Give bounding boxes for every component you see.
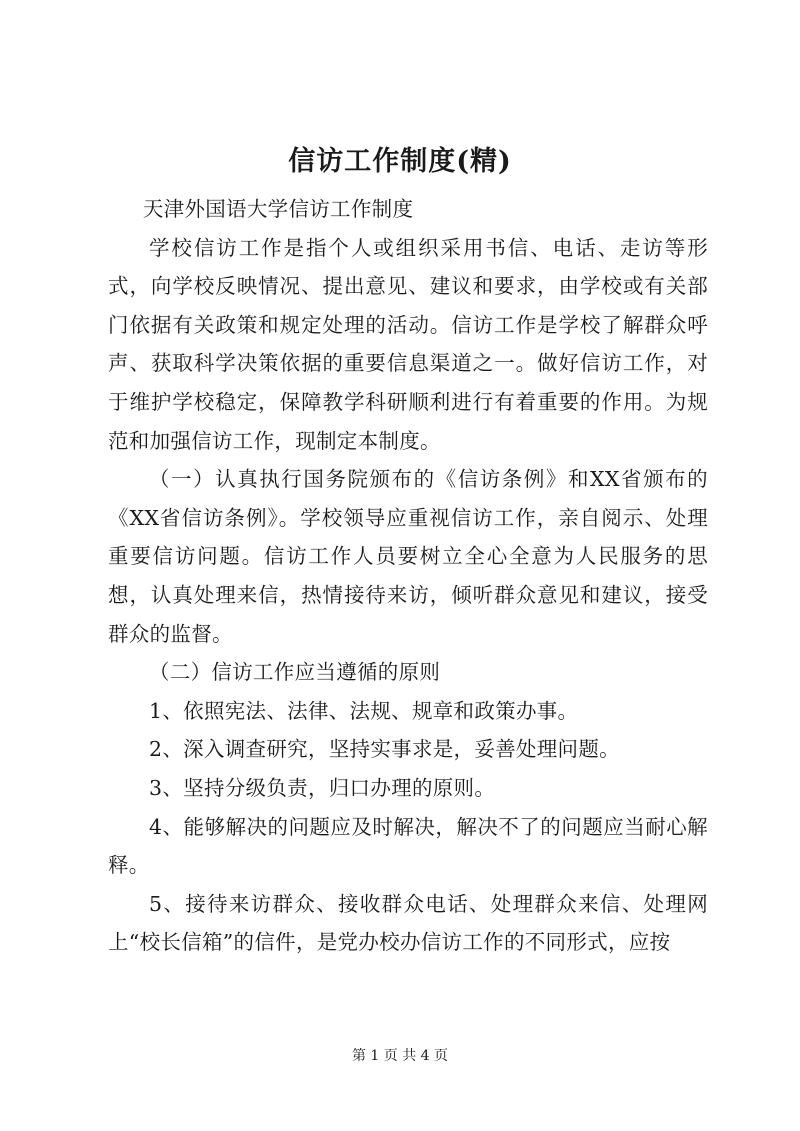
principle-item-1: 1、依照宪法、法律、法规、规章和政策办事。 bbox=[149, 698, 579, 723]
section-two-heading: （二）信访工作应当遵循的原则 bbox=[149, 660, 441, 685]
subtitle-paragraph: 天津外国语大学信访工作制度 bbox=[142, 197, 414, 221]
document-title: 信访工作制度(精) bbox=[288, 146, 512, 177]
principle-item-4: 4、能够解决的问题应及时解决，解决不了的问题应当耐心解释。 bbox=[108, 814, 708, 878]
page-number-footer: 第 1 页 共 4 页 bbox=[351, 1048, 449, 1064]
principle-item-5: 5、接待来访群众、接收群众电话、处理群众来信、处理网上“校长信箱”的信件，是党办校办信访工作的不同形式，应按 bbox=[108, 891, 708, 955]
principle-item-3: 3、坚持分级负责，归口办理的原则。 bbox=[149, 775, 496, 800]
principle-item-2: 2、深入调查研究，坚持实事求是，妥善处理问题。 bbox=[149, 737, 620, 762]
intro-paragraph: 学校信访工作是指个人或组织采用书信、电话、走访等形式，向学校反映情况、提出意见、建议和要求，由学校或有关部门依据有关政策和规定处理的活动。信访工作是学校了解群众呼声、获取科学决策依据的重要信息渠道之一。做好信访工作，对于维护学校稳定，保障教学科研顺利进行有着重要的作用。为规范和加强信访工作，现制定本制度。 bbox=[108, 235, 708, 453]
document-body bbox=[108, 190, 708, 962]
section-one-paragraph: （一）认真执行国务院颁布的《信访条例》和XX省颁布的《XX省信访条例》。学校领导应重视信访工作，亲自阅示、处理重要信访问题。信访工作人员要树立全心全意为人民服务的思想，认真处理来信，热情接待来访，倾听群众意见和建议，接受群众的监督。 bbox=[108, 467, 708, 646]
